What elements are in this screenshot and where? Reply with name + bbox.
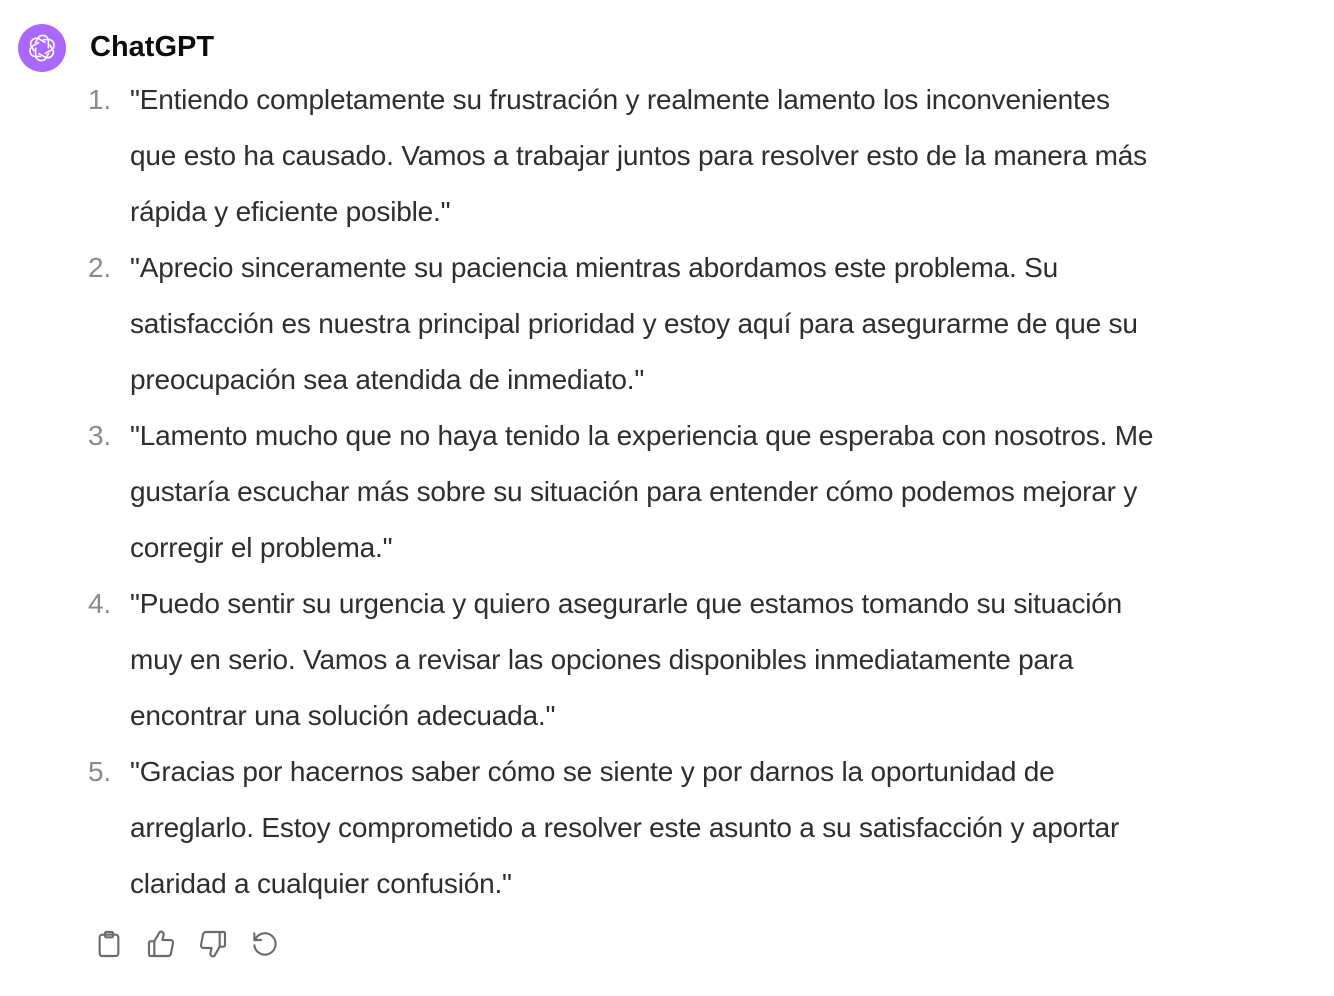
list-item-line: gustaría escuchar más sobre su situación para entender cómo podemos mejorar y <box>130 476 1138 507</box>
list-item-line: "Aprecio sinceramente su paciencia mientras abordamos este problema. Su <box>130 252 1058 283</box>
message-author: ChatGPT <box>90 31 215 63</box>
regenerate-button[interactable] <box>248 926 282 962</box>
list-item-line: que esto ha causado. Vamos a trabajar juntos para resolver esto de la manera más <box>130 140 1147 171</box>
clipboard-icon <box>93 928 125 960</box>
list-item-line: encontrar una solución adecuada." <box>130 700 556 731</box>
thumbs-up-icon <box>145 928 177 960</box>
thumbs-down-button[interactable] <box>196 926 230 962</box>
copy-button[interactable] <box>92 926 126 962</box>
list-item-number: 1. <box>88 84 111 115</box>
list-item-line: preocupación sea atendida de inmediato." <box>130 364 645 395</box>
list-item <box>88 576 1326 744</box>
list-item-line: rápida y eficiente posible." <box>130 196 451 227</box>
thumbs-up-button[interactable] <box>144 926 178 962</box>
list-item-line: "Gracias por hacernos saber cómo se siente y por darnos la oportunidad de <box>130 756 1055 787</box>
list-item <box>88 240 1326 408</box>
list-item-line: claridad a cualquier confusión." <box>130 868 512 899</box>
list-item-number: 2. <box>88 252 111 283</box>
message-actions <box>92 926 282 962</box>
refresh-icon <box>249 928 281 960</box>
list-item-line: "Lamento mucho que no haya tenido la experiencia que esperaba con nosotros. Me <box>130 420 1154 451</box>
list-item-line: "Puedo sentir su urgencia y quiero asegurarle que estamos tomando su situación <box>130 588 1123 619</box>
list-item-line: satisfacción es nuestra principal prioridad y estoy aquí para asegurarme de que su <box>130 308 1138 339</box>
thumbs-down-icon <box>197 928 229 960</box>
message-list <box>88 72 1326 912</box>
list-item-number: 4. <box>88 588 111 619</box>
openai-logo-icon <box>26 32 58 64</box>
list-item <box>88 72 1326 240</box>
list-item-line: arreglarlo. Estoy comprometido a resolver este asunto a su satisfacción y aportar <box>130 812 1120 843</box>
list-item-line: "Entiendo completamente su frustración y realmente lamento los inconvenientes <box>130 84 1110 115</box>
avatar <box>18 24 66 72</box>
list-item-number: 5. <box>88 756 111 787</box>
list-item <box>88 744 1326 912</box>
list-item-line: corregir el problema." <box>130 532 393 563</box>
list-item <box>88 408 1326 576</box>
list-item-number: 3. <box>88 420 111 451</box>
list-item-line: muy en serio. Vamos a revisar las opciones disponibles inmediatamente para <box>130 644 1074 675</box>
